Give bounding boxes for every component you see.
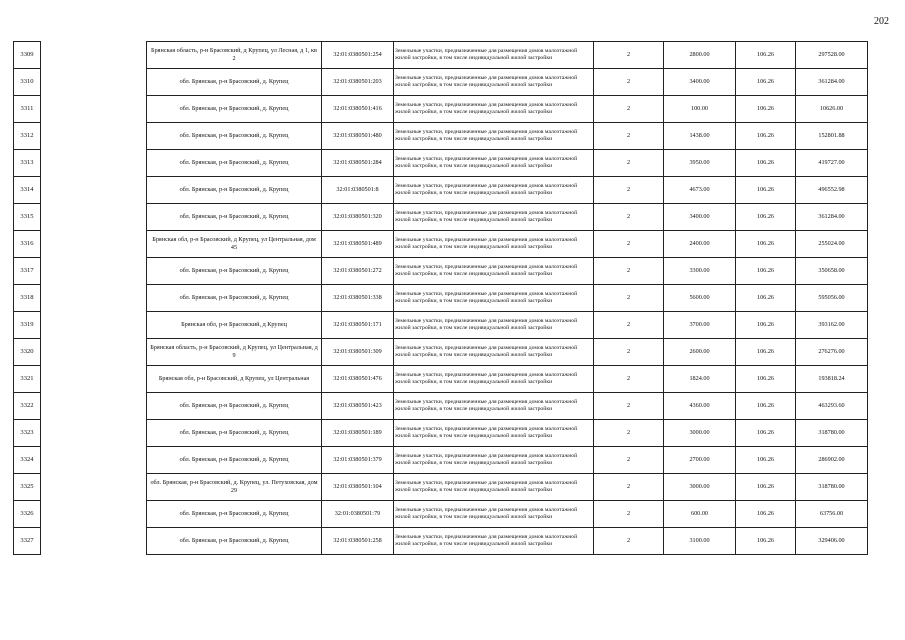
table-row xyxy=(147,501,868,528)
area-cell: 1824.00 xyxy=(664,366,736,393)
row-number-column xyxy=(13,41,41,555)
rate-cell: 106.26 xyxy=(736,393,796,420)
address-cell: обл. Брянская, р-н Брасовский, д. Крупец xyxy=(147,204,322,231)
row-number-cell: 3327 xyxy=(14,528,41,555)
row-number-cell: 3318 xyxy=(14,285,41,312)
table-row xyxy=(14,339,41,366)
rate-cell: 106.26 xyxy=(736,285,796,312)
row-number-cell: 3321 xyxy=(14,366,41,393)
group-cell: 2 xyxy=(594,123,664,150)
cadastral-value-cell: 350658.00 xyxy=(796,258,868,285)
row-number-cell: 3322 xyxy=(14,393,41,420)
address-cell: обл. Брянская, р-н Брасовский, д. Крупец xyxy=(147,393,322,420)
group-cell: 2 xyxy=(594,366,664,393)
table-row xyxy=(147,447,868,474)
table-row xyxy=(14,204,41,231)
land-use-cell: Земельные участки, предназначенные для размещения домов малоэтажной жилой застройки, в том числе индивидуальной жилой застройки xyxy=(394,123,594,150)
table-row xyxy=(147,285,868,312)
group-cell: 2 xyxy=(594,96,664,123)
address-cell: обл. Брянская, р-н Брасовский, д. Крупец xyxy=(147,528,322,555)
table-row xyxy=(14,393,41,420)
area-cell: 3100.00 xyxy=(664,528,736,555)
group-cell: 2 xyxy=(594,447,664,474)
cadastral-value-cell: 286902.00 xyxy=(796,447,868,474)
cadastral-value-cell: 329406.00 xyxy=(796,528,868,555)
land-use-cell: Земельные участки, предназначенные для размещения домов малоэтажной жилой застройки, в том числе индивидуальной жилой застройки xyxy=(394,177,594,204)
address-cell: обл. Брянская, р-н Брасовский, д. Крупец xyxy=(147,447,322,474)
cadastral-value-cell: 361284.00 xyxy=(796,69,868,96)
cadastral-number-cell: 32:01:0380501:79 xyxy=(322,501,394,528)
rate-cell: 106.26 xyxy=(736,501,796,528)
area-cell: 4673.00 xyxy=(664,177,736,204)
group-cell: 2 xyxy=(594,285,664,312)
land-use-cell: Земельные участки, предназначенные для размещения домов малоэтажной жилой застройки, в том числе индивидуальной жилой застройки xyxy=(394,312,594,339)
address-cell: обл. Брянская, р-н Брасовский, д. Крупец xyxy=(147,501,322,528)
table-row xyxy=(147,339,868,366)
rate-cell: 106.26 xyxy=(736,69,796,96)
rate-cell: 106.26 xyxy=(736,204,796,231)
address-cell: обл. Брянская, р-н Брасовский, д. Крупец xyxy=(147,177,322,204)
land-use-cell: Земельные участки, предназначенные для размещения домов малоэтажной жилой застройки, в том числе индивидуальной жилой застройки xyxy=(394,96,594,123)
row-number-cell: 3324 xyxy=(14,447,41,474)
table-row xyxy=(14,42,41,69)
land-use-cell: Земельные участки, предназначенные для размещения домов малоэтажной жилой застройки, в том числе индивидуальной жилой застройки xyxy=(394,69,594,96)
cadastral-number-cell: 32:01:0380501:203 xyxy=(322,69,394,96)
table-row xyxy=(14,177,41,204)
land-use-cell: Земельные участки, предназначенные для размещения домов малоэтажной жилой застройки, в том числе индивидуальной жилой застройки xyxy=(394,42,594,69)
address-cell: Брянская область, р-н Брасовский, д Крупец, ул Лесная, д 1, кв 2 xyxy=(147,42,322,69)
area-cell: 100.00 xyxy=(664,96,736,123)
table-row xyxy=(147,96,868,123)
table-row xyxy=(147,528,868,555)
row-number-body xyxy=(14,42,41,555)
row-number-cell: 3316 xyxy=(14,231,41,258)
rate-cell: 106.26 xyxy=(736,420,796,447)
cadastral-value-cell: 10626.00 xyxy=(796,96,868,123)
cadastral-number-cell: 32:01:0380501:309 xyxy=(322,339,394,366)
rate-cell: 106.26 xyxy=(736,474,796,501)
cadastral-value-cell: 255024.00 xyxy=(796,231,868,258)
table-row xyxy=(147,177,868,204)
cadastral-number-cell: 32:01:0380501:258 xyxy=(322,528,394,555)
group-cell: 2 xyxy=(594,231,664,258)
land-use-cell: Земельные участки, предназначенные для размещения домов малоэтажной жилой застройки, в том числе индивидуальной жилой застройки xyxy=(394,447,594,474)
cadastral-number-cell: 32:01:0380501:272 xyxy=(322,258,394,285)
cadastral-number-cell: 32:01:0380501:489 xyxy=(322,231,394,258)
rate-cell: 106.26 xyxy=(736,123,796,150)
address-cell: обл. Брянская, р-н Брасовский, д. Крупец xyxy=(147,96,322,123)
rate-cell: 106.26 xyxy=(736,96,796,123)
table-row xyxy=(14,528,41,555)
cadastral-number-cell: 32:01:0380501:379 xyxy=(322,447,394,474)
table-row xyxy=(14,123,41,150)
rate-cell: 106.26 xyxy=(736,258,796,285)
row-number-cell: 3320 xyxy=(14,339,41,366)
area-cell: 2600.00 xyxy=(664,339,736,366)
cadastral-value-cell: 361284.00 xyxy=(796,204,868,231)
area-cell: 3000.00 xyxy=(664,474,736,501)
area-cell: 3950.00 xyxy=(664,150,736,177)
cadastral-number-cell: 32:01:0380501:320 xyxy=(322,204,394,231)
table-row xyxy=(147,150,868,177)
land-use-cell: Земельные участки, предназначенные для размещения домов малоэтажной жилой застройки, в том числе индивидуальной жилой застройки xyxy=(394,420,594,447)
table-row xyxy=(147,42,868,69)
rate-cell: 106.26 xyxy=(736,231,796,258)
group-cell: 2 xyxy=(594,528,664,555)
table-row xyxy=(14,474,41,501)
land-use-cell: Земельные участки, предназначенные для размещения домов малоэтажной жилой застройки, в том числе индивидуальной жилой застройки xyxy=(394,150,594,177)
cadastral-number-cell: 32:01:0380501:254 xyxy=(322,42,394,69)
cadastral-value-cell: 595056.00 xyxy=(796,285,868,312)
table-row xyxy=(147,474,868,501)
cadastral-number-cell: 32:01:0380501:284 xyxy=(322,150,394,177)
cadastral-value-cell: 393162.00 xyxy=(796,312,868,339)
rate-cell: 106.26 xyxy=(736,312,796,339)
table-row xyxy=(14,258,41,285)
row-number-cell: 3314 xyxy=(14,177,41,204)
table-row xyxy=(147,393,868,420)
address-cell: Брянская обл, р-н Брасовский, д Крупец, ул Центральная xyxy=(147,366,322,393)
group-cell: 2 xyxy=(594,69,664,96)
group-cell: 2 xyxy=(594,177,664,204)
area-cell: 3400.00 xyxy=(664,204,736,231)
cadastral-number-cell: 32:01:0380501:476 xyxy=(322,366,394,393)
row-number-cell: 3309 xyxy=(14,42,41,69)
rate-cell: 106.26 xyxy=(736,177,796,204)
table-row xyxy=(147,69,868,96)
table-row xyxy=(147,312,868,339)
rate-cell: 106.26 xyxy=(736,528,796,555)
area-cell: 2800.00 xyxy=(664,42,736,69)
address-cell: обл. Брянская, р-н Брасовский, д. Крупец xyxy=(147,285,322,312)
area-cell: 3400.00 xyxy=(664,69,736,96)
row-number-cell: 3317 xyxy=(14,258,41,285)
land-use-cell: Земельные участки, предназначенные для размещения домов малоэтажной жилой застройки, в том числе индивидуальной жилой застройки xyxy=(394,393,594,420)
table-row xyxy=(14,231,41,258)
group-cell: 2 xyxy=(594,474,664,501)
cadastral-value-cell: 318780.00 xyxy=(796,420,868,447)
row-number-cell: 3311 xyxy=(14,96,41,123)
row-number-cell: 3312 xyxy=(14,123,41,150)
cadastral-number-cell: 32:01:0380501:8 xyxy=(322,177,394,204)
cadastral-number-cell: 32:01:0380501:480 xyxy=(322,123,394,150)
land-use-cell: Земельные участки, предназначенные для размещения домов малоэтажной жилой застройки, в том числе индивидуальной жилой застройки xyxy=(394,285,594,312)
row-number-cell: 3310 xyxy=(14,69,41,96)
land-use-cell: Земельные участки, предназначенные для размещения домов малоэтажной жилой застройки, в том числе индивидуальной жилой застройки xyxy=(394,366,594,393)
group-cell: 2 xyxy=(594,258,664,285)
cadastral-value-cell: 318780.00 xyxy=(796,474,868,501)
group-cell: 2 xyxy=(594,420,664,447)
table-row xyxy=(14,312,41,339)
land-use-cell: Земельные участки, предназначенные для размещения домов малоэтажной жилой застройки, в том числе индивидуальной жилой застройки xyxy=(394,231,594,258)
address-cell: Брянская обл, р-н Брасовский, д Крупец xyxy=(147,312,322,339)
address-cell: Брянская область, р-н Брасовский, д Крупец, ул Центральная, д 9 xyxy=(147,339,322,366)
table-row xyxy=(147,231,868,258)
address-cell: обл. Брянская, р-н Брасовский, д. Крупец xyxy=(147,123,322,150)
cadastral-number-cell: 32:01:0380501:171 xyxy=(322,312,394,339)
cadastral-value-cell: 152801.88 xyxy=(796,123,868,150)
land-use-cell: Земельные участки, предназначенные для размещения домов малоэтажной жилой застройки, в том числе индивидуальной жилой застройки xyxy=(394,258,594,285)
rate-cell: 106.26 xyxy=(736,150,796,177)
group-cell: 2 xyxy=(594,42,664,69)
cadastral-number-cell: 32:01:0380501:104 xyxy=(322,474,394,501)
table-row xyxy=(14,447,41,474)
area-cell: 2700.00 xyxy=(664,447,736,474)
cadastral-number-cell: 32:01:0380501:423 xyxy=(322,393,394,420)
land-use-cell: Земельные участки, предназначенные для размещения домов малоэтажной жилой застройки, в том числе индивидуальной жилой застройки xyxy=(394,528,594,555)
area-cell: 5600.00 xyxy=(664,285,736,312)
address-cell: обл. Брянская, р-н Брасовский, д. Крупец xyxy=(147,258,322,285)
group-cell: 2 xyxy=(594,150,664,177)
rate-cell: 106.26 xyxy=(736,366,796,393)
table-row xyxy=(147,123,868,150)
row-number-cell: 3325 xyxy=(14,474,41,501)
table-row xyxy=(147,366,868,393)
rate-cell: 106.26 xyxy=(736,339,796,366)
table-row xyxy=(14,420,41,447)
row-number-cell: 3323 xyxy=(14,420,41,447)
cadastral-number-cell: 32:01:0380501:189 xyxy=(322,420,394,447)
area-cell: 600.00 xyxy=(664,501,736,528)
land-use-cell: Земельные участки, предназначенные для размещения домов малоэтажной жилой застройки, в том числе индивидуальной жилой застройки xyxy=(394,204,594,231)
table-row xyxy=(14,150,41,177)
land-use-cell: Земельные участки, предназначенные для размещения домов малоэтажной жилой застройки, в том числе индивидуальной жилой застройки xyxy=(394,339,594,366)
cadastral-value-cell: 63756.00 xyxy=(796,501,868,528)
cadastral-value-cell: 276276.00 xyxy=(796,339,868,366)
row-number-cell: 3315 xyxy=(14,204,41,231)
group-cell: 2 xyxy=(594,312,664,339)
table-row xyxy=(14,366,41,393)
address-cell: обл. Брянская, р-н Брасовский, д. Крупец xyxy=(147,69,322,96)
address-cell: обл. Брянская, р-н Брасовский, д. Крупец, ул. Петуховская, дом 29 xyxy=(147,474,322,501)
table-row xyxy=(147,420,868,447)
area-cell: 2400.00 xyxy=(664,231,736,258)
cadastral-value-cell: 193818.24 xyxy=(796,366,868,393)
table-row xyxy=(14,69,41,96)
group-cell: 2 xyxy=(594,204,664,231)
land-use-cell: Земельные участки, предназначенные для размещения домов малоэтажной жилой застройки, в том числе индивидуальной жилой застройки xyxy=(394,501,594,528)
table-row xyxy=(147,258,868,285)
area-cell: 3300.00 xyxy=(664,258,736,285)
group-cell: 2 xyxy=(594,393,664,420)
rate-cell: 106.26 xyxy=(736,447,796,474)
row-number-cell: 3313 xyxy=(14,150,41,177)
address-cell: Брянская обл, р-н Брасовский, д Крупец, ул Центральная, дом 45 xyxy=(147,231,322,258)
row-number-cell: 3319 xyxy=(14,312,41,339)
row-number-cell: 3326 xyxy=(14,501,41,528)
rate-cell: 106.26 xyxy=(736,42,796,69)
area-cell: 4360.00 xyxy=(664,393,736,420)
table-row xyxy=(147,204,868,231)
land-plots-table xyxy=(146,41,868,555)
table-row xyxy=(14,501,41,528)
table-row xyxy=(14,285,41,312)
area-cell: 3000.00 xyxy=(664,420,736,447)
address-cell: обл. Брянская, р-н Брасовский, д. Крупец xyxy=(147,420,322,447)
area-cell: 3700.00 xyxy=(664,312,736,339)
group-cell: 2 xyxy=(594,501,664,528)
cadastral-value-cell: 463293.60 xyxy=(796,393,868,420)
cadastral-value-cell: 496552.98 xyxy=(796,177,868,204)
table-row xyxy=(14,96,41,123)
cadastral-value-cell: 297528.00 xyxy=(796,42,868,69)
land-plots-body xyxy=(147,42,868,555)
land-use-cell: Земельные участки, предназначенные для размещения домов малоэтажной жилой застройки, в том числе индивидуальной жилой застройки xyxy=(394,474,594,501)
cadastral-number-cell: 32:01:0380501:416 xyxy=(322,96,394,123)
cadastral-number-cell: 32:01:0380501:338 xyxy=(322,285,394,312)
address-cell: обл. Брянская, р-н Брасовский, д. Крупец xyxy=(147,150,322,177)
cadastral-value-cell: 419727.00 xyxy=(796,150,868,177)
page-number: 202 xyxy=(874,16,889,27)
area-cell: 1438.00 xyxy=(664,123,736,150)
group-cell: 2 xyxy=(594,339,664,366)
